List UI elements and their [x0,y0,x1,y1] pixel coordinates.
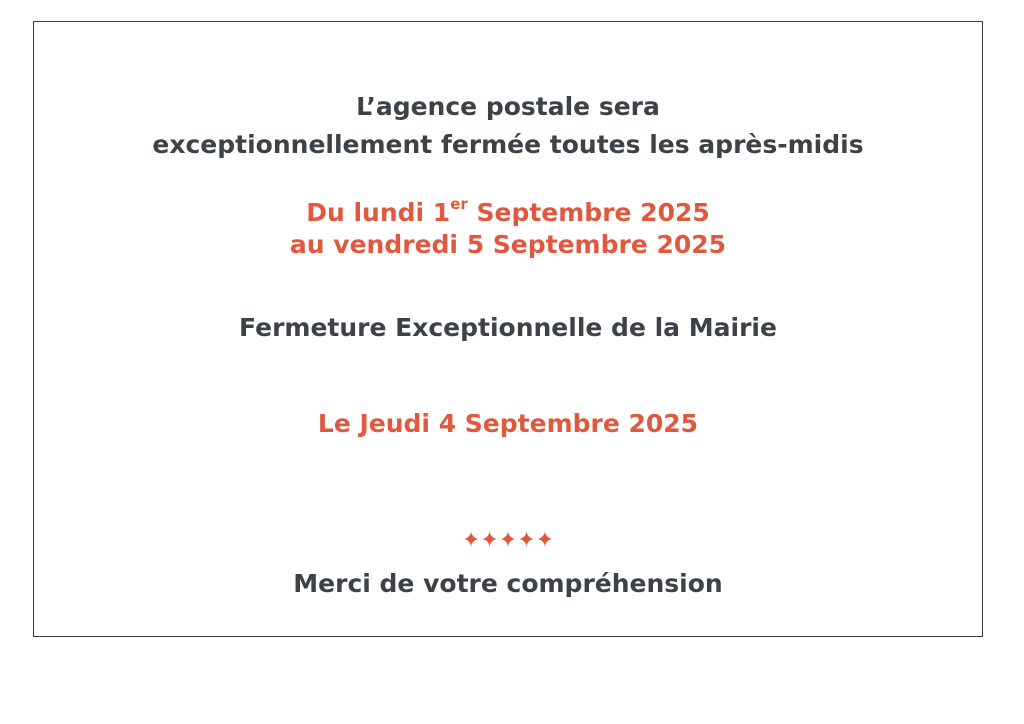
mairie-closure-date: Le Jeudi 4 Septembre 2025 [317,409,699,438]
mairie-closure-title: Fermeture Exceptionnelle de la Mairie [239,313,777,342]
closure-period-start-month: Septembre 2025 [467,198,710,227]
closure-period-line-1 [34,194,982,229]
thanks-message: Merci de votre compréhension [293,569,723,598]
postal-notice-line-2: exceptionnellement fermée toutes les après-midis [152,130,864,159]
closure-period-start-text: Du lundi 1 [306,198,451,227]
postal-notice-line-1: L’agence postale sera [356,92,660,121]
notice-frame [33,21,983,637]
ordinal-suffix: er [450,194,468,213]
closure-period-line-2: au vendredi 5 Septembre 2025 [289,230,727,259]
decorative-stars-icon: ✦✦✦✦✦ [461,528,555,553]
